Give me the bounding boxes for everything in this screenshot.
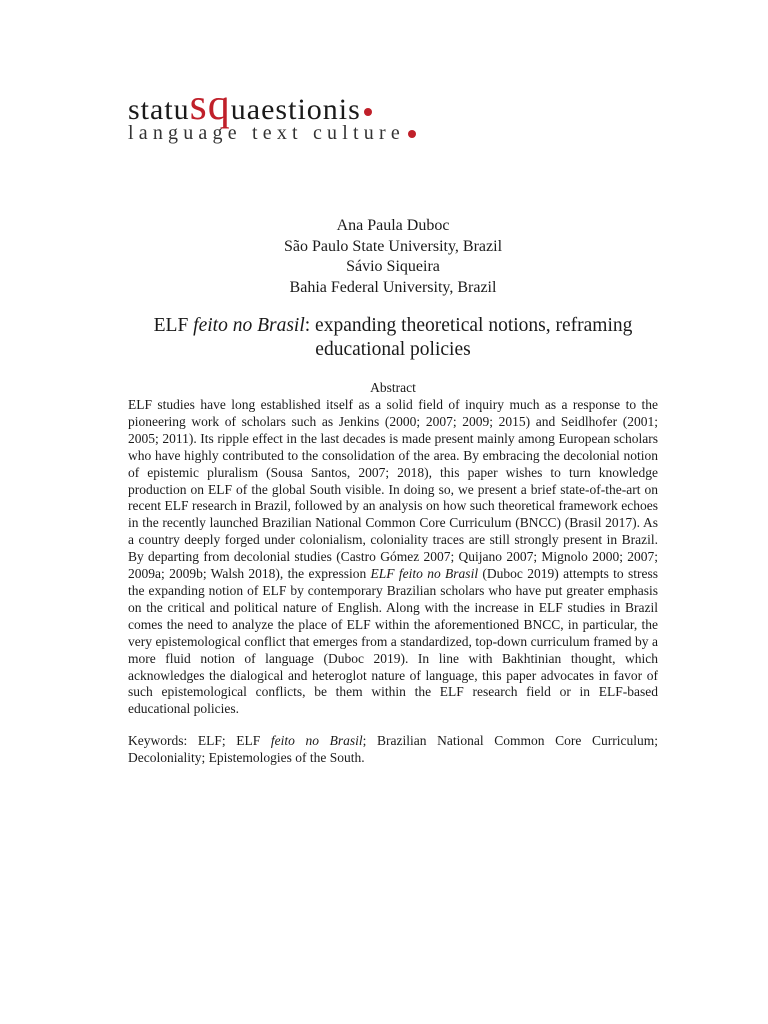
keywords-rest: ; Brazilian National Common Core Curriculum; Decoloniality; Epistemologies of the South.: [128, 733, 659, 765]
keywords: [128, 733, 658, 767]
abstract-body: [128, 397, 658, 718]
title-italic: feito no Brasil: [193, 315, 305, 336]
author-block: [128, 216, 658, 298]
logo-tagline-text: language text culture: [128, 122, 405, 144]
logo-dot-icon: [408, 130, 416, 138]
logo-tagline: [128, 122, 416, 145]
keywords-italic: feito no Brasil: [270, 733, 363, 748]
author-affiliation: São Paulo State University, Brazil: [283, 237, 503, 255]
logo-big-s: s: [189, 80, 208, 129]
keywords-lead: Keywords: ELF; ELF: [128, 733, 271, 748]
abstract-text-1: ELF studies have long established itself as a solid field of inquiry much as a response to the pioneering work of scholars such as Jenkins (2000; 2007; 2009; 2015) and Seidlhofer (2001; 2005; 2011). Its ripple effect in the last decades is made present mainly among European scholars who have highly contributed to the consolidation of the area. By embracing the decolonial notion of epistemic pluralism (Sousa Santos, 2007; 2018), this paper wishes to turn knowledge production on ELF of the global South visible. In doing so, we present a brief state-of-the-art on recent ELF research in Brazil, followed by an analysis on how such theoretical framework echoes in the recently launched Brazilian National Common Core Curriculum (BNCC) (Brasil 2017). As a country deeply forged under colonialism, coloniality traces are still strongly present in Brazil. By departing from decolonial studies (Castro Gómez 2007; Quijano 2007; Mignolo 2000; 2007; 2009a; 2009b; Walsh 2018), the expression: [128, 397, 658, 582]
author-name: Ana Paula Duboc: [336, 217, 450, 234]
logo-part1: statu: [128, 93, 190, 126]
abstract-heading: Abstract: [370, 380, 416, 395]
abstract-text-2: (Duboc 2019) attempts to stress the expanding notion of ELF by contemporary Brazilian scholars who have put greater emphasis on the critical and political nature of English. Along with the increase in ELF studies in Brazil comes the need to analyze the place of ELF within the aforementioned BNCC, in particular, the very epistemological conflict that emerges from a standardized, top-down curriculum framed by a more fluid notion of language (Duboc 2019). In line with Bakhtinian thought, which acknowledges the dialogical and heteroglot nature of language, this paper advocates in favor of such epistemological conflicts, be them within the ELF research field or in ELF-based educational policies.: [128, 566, 658, 717]
logo-big-q: q: [207, 80, 231, 129]
title-lead: ELF: [153, 315, 194, 336]
author-affiliation: Bahia Federal University, Brazil: [289, 278, 497, 296]
journal-logo: [128, 80, 468, 154]
title-rest: : expanding theoretical notions, reframing educational policies: [304, 315, 633, 360]
logo-dot-icon: [364, 108, 372, 116]
logo-part2: uaestionis: [230, 93, 361, 126]
author-name: Sávio Siqueira: [346, 258, 440, 275]
paper-title: [128, 314, 658, 362]
abstract-italic: ELF feito no Brasil: [370, 566, 479, 582]
